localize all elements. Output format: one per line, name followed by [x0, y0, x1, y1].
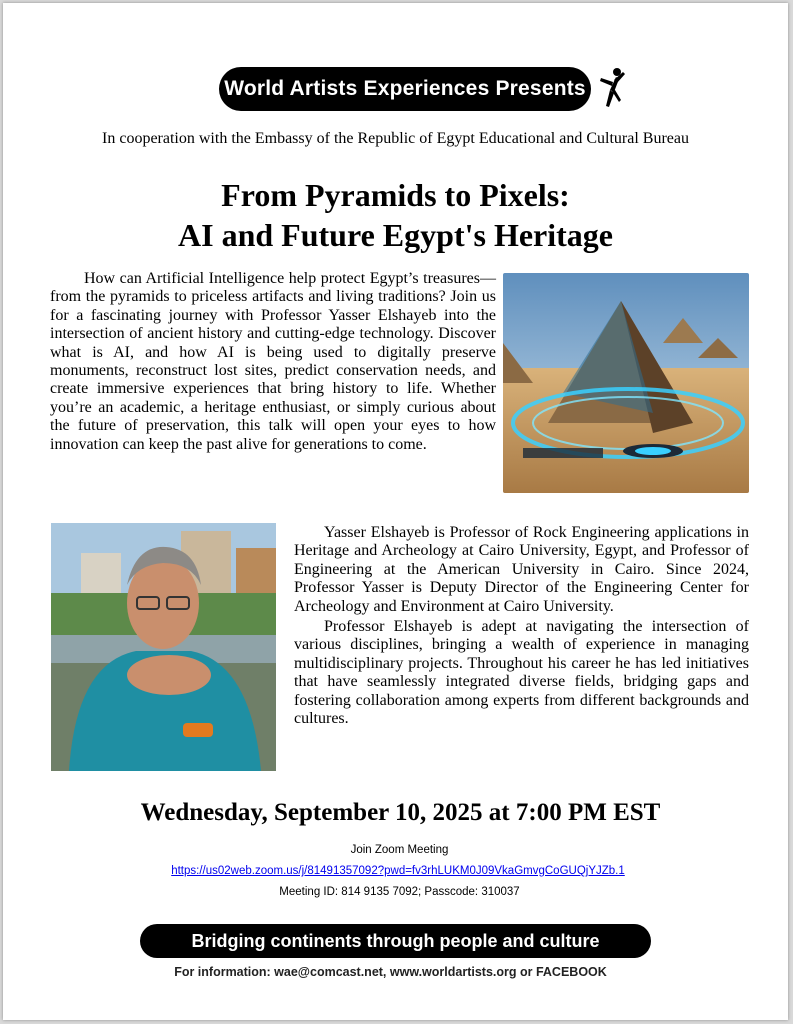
- title-line-1: From Pyramids to Pixels:: [221, 177, 570, 213]
- pyramid-hologram-image: [503, 273, 749, 493]
- cooperation-line: In cooperation with the Embassy of the Republic of Egypt Educational and Cultural Bureau: [102, 130, 689, 147]
- speaker-bio: [294, 524, 749, 730]
- flyer-page: [3, 3, 788, 1020]
- zoom-meeting-details: Meeting ID: 814 9135 7092; Passcode: 310037: [279, 886, 520, 898]
- event-date: Wednesday, September 10, 2025 at 7:00 PM EST: [140, 799, 661, 826]
- tagline-banner: Bridging continents through people and culture: [140, 924, 651, 958]
- presenter-banner: World Artists Experiences Presents: [219, 67, 591, 111]
- event-title: [3, 175, 788, 255]
- dancer-figure-icon: [593, 66, 627, 110]
- zoom-meeting-link[interactable]: https://us02web.zoom.us/j/81491357092?pwd=fv3rhLUKM0J09VkaGmvgCoGUQjYJZb.1: [171, 865, 625, 877]
- zoom-join-label: Join Zoom Meeting: [350, 844, 449, 856]
- bio-paragraph-1: Yasser Elshayeb is Professor of Rock Engineering applications in Heritage and Archeology at Cairo University, Egypt, and Professor of Engineering at the American University in Cairo. Since 2024, Professor Yasser is Deputy Director of the Engineering Center for Archeology and Environment at Cairo University.: [294, 524, 749, 615]
- speaker-portrait-photo: [51, 523, 276, 771]
- title-line-2: AI and Future Egypt's Heritage: [178, 217, 613, 253]
- contact-info: For information: wae@comcast.net, www.worldartists.org or FACEBOOK: [174, 965, 607, 979]
- bio-paragraph-2: Professor Elshayeb is adept at navigating the intersection of various disciplines, bringing a wealth of experience in managing multidisciplinary projects. Throughout his career he has led initiatives that have seamlessly integrated diverse fields, bridging gaps and fostering collaboration among experts from different backgrounds and cultures.: [294, 618, 749, 728]
- intro-paragraph: How can Artificial Intelligence help protect Egypt’s treasures—from the pyramids to priceless artifacts and living traditions? Join us for a fascinating journey with Professor Yasser Elshayeb into the intersection of ancient history and cutting-edge technology. Discover what is AI, and how AI is being used to digitally preserve monuments, reconstruct lost sites, predict conservation needs, and create immersive experiences that bring history to life. Whether you’re an academic, a heritage enthusiast, or simply curious about the future of preservation, this talk will open your eyes to how innovation can keep the past alive for generations to come.: [50, 270, 496, 453]
